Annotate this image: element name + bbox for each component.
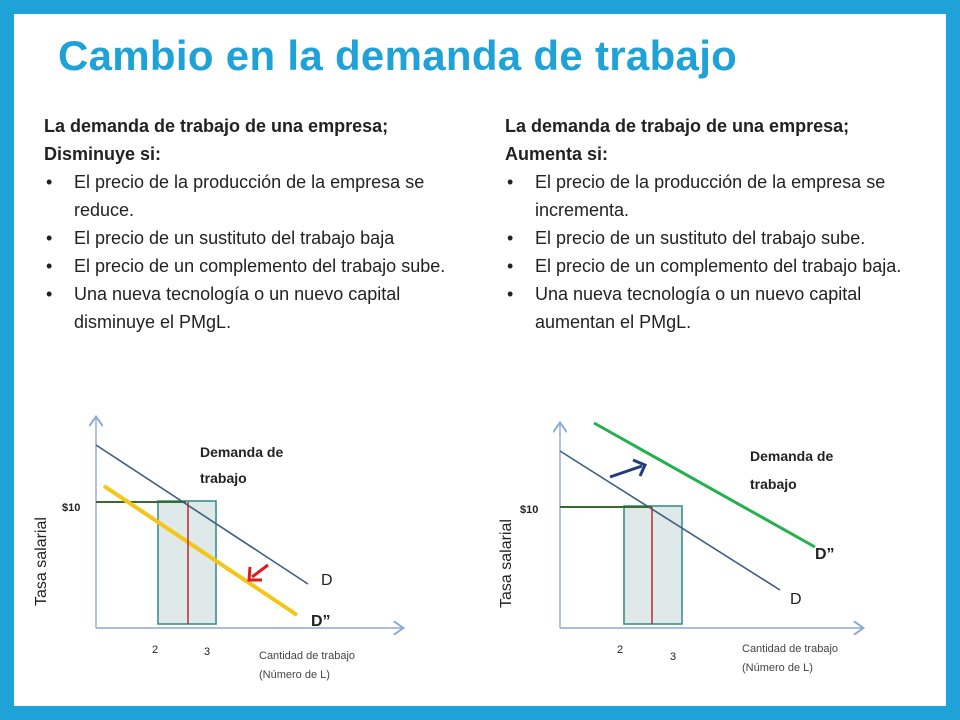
curve-title-line2: trabajo	[750, 476, 797, 492]
x-axis-label-line2: (Número de L)	[259, 669, 330, 681]
graph-increase	[14, 14, 946, 706]
tick-label-3: 3	[204, 646, 211, 658]
wage-label: $10	[62, 502, 81, 514]
x-axis-label-line1: Cantidad de trabajo	[742, 643, 839, 655]
curve-title-line2: trabajo	[200, 470, 247, 486]
right-bullet-item: • El precio de un sustituto del trabajo sube.	[505, 224, 915, 252]
left-heading: La demanda de trabajo de una empresa; Disminuye si:	[44, 116, 389, 164]
right-heading: La demanda de trabajo de una empresa; Aumenta si:	[505, 116, 850, 164]
wage-label: $10	[520, 504, 539, 516]
curve-title-line1: Demanda de	[200, 444, 284, 460]
x-axis-label-line2: (Número de L)	[742, 662, 813, 674]
right-bullet-item: • El precio de un complemento del trabajo baja.	[505, 252, 915, 280]
slide-title: Cambio en la demanda de trabajo	[58, 32, 738, 79]
left-bullet-item: • Una nueva tecnología o un nuevo capital disminuye el PMgL.	[44, 280, 464, 336]
right-bullet-item: • El precio de la producción de la empresa se incrementa.	[505, 168, 915, 224]
curve-label-d: D	[321, 572, 333, 589]
tick-label-2: 2	[152, 644, 159, 656]
tick-label-2: 2	[617, 644, 624, 656]
curve-label-d2: D”	[815, 546, 835, 563]
x-axis-label-line1: Cantidad de trabajo	[259, 650, 356, 662]
left-bullet-item: • El precio de un complemento del trabajo sube.	[44, 252, 464, 280]
curve-title-line1: Demanda de	[750, 448, 834, 464]
curve-label-d: D	[790, 591, 802, 608]
y-axis-label: Tasa salarial	[33, 517, 50, 606]
left-bullet-item: • El precio de un sustituto del trabajo baja	[44, 224, 464, 252]
y-axis-label: Tasa salarial	[498, 519, 515, 608]
left-bullet-item: • El precio de la producción de la empresa se reduce.	[44, 168, 464, 224]
slide	[14, 14, 946, 706]
shift-arrow-up	[610, 466, 642, 477]
employment-box	[624, 506, 682, 624]
right-bullet-item: • Una nueva tecnología o un nuevo capital aumentan el PMgL.	[505, 280, 915, 336]
tick-label-3: 3	[670, 651, 677, 663]
curve-label-d2: D”	[311, 613, 331, 630]
